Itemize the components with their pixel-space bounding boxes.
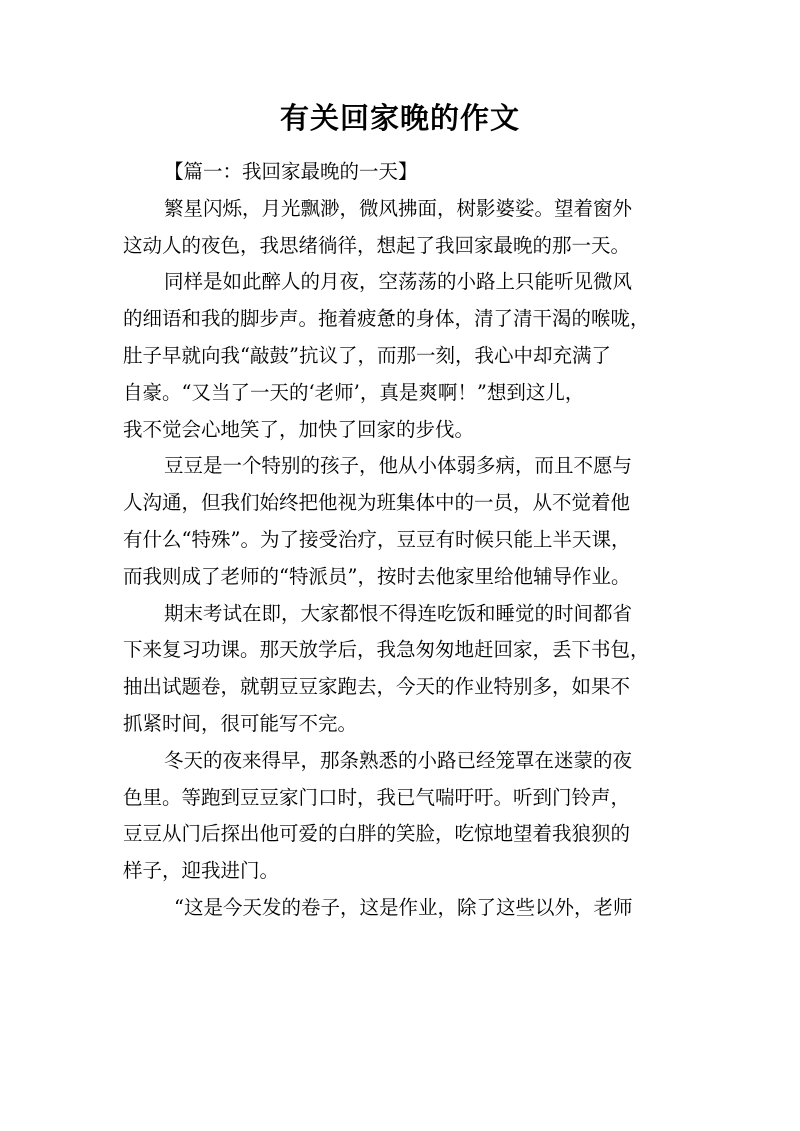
paragraph-line: 同样是如此醉人的月夜，空荡荡的小路上只能听见微风 xyxy=(164,270,633,294)
paragraph-line: 期末考试在即，大家都恨不得连吃饭和睡觉的时间都省 xyxy=(164,601,633,625)
paragraph-line: 下来复习功课。那天放学后，我急匆匆地赶回家，丢下书包， xyxy=(123,638,650,662)
document-title: 有关回家晚的作文 xyxy=(279,101,520,135)
paragraph-line: 色里。等跑到豆豆家门口时，我已气喘吁吁。听到门铃声， xyxy=(123,785,631,809)
paragraph-line: 有什么“特殊”。为了接受治疗，豆豆有时候只能上半天课， xyxy=(123,527,631,551)
paragraph-line: 豆豆从门后探出他可爱的白胖的笑脸，吃惊地望着我狼狈的 xyxy=(123,822,631,846)
paragraph-line: 样子，迎我进门。 xyxy=(123,859,280,883)
document-body xyxy=(123,154,683,927)
paragraph-line: 豆豆是一个特别的孩子，他从小体弱多病，而且不愿与 xyxy=(164,454,633,478)
paragraph-line: 这动人的夜色，我思绪徜徉，想起了我回家最晚的那一天。 xyxy=(123,233,631,257)
paragraph-line: 冬天的夜来得早，那条熟悉的小路已经笼罩在迷蒙的夜 xyxy=(164,748,633,772)
section-heading: 【篇一：我回家最晚的一天】 xyxy=(164,160,418,183)
paragraph-line: 人沟通，但我们始终把他视为班集体中的一员，从不觉着他 xyxy=(123,491,631,515)
paragraph-line: 我不觉会心地笑了，加快了回家的步伐。 xyxy=(123,417,475,441)
paragraph-line: 抽出试题卷，就朝豆豆家跑去，今天的作业特别多，如果不 xyxy=(123,675,631,699)
paragraph-line: 抓紧时间，很可能写不完。 xyxy=(123,711,358,735)
paragraph-line: 的细语和我的脚步声。拖着疲惫的身体，清了清干渴的喉咙， xyxy=(123,307,650,331)
paragraph-line: 自豪。“又当了一天的‘老师’，真是爽啊！”想到这儿， xyxy=(123,380,585,404)
paragraph-line: 繁星闪烁，月光飘渺，微风拂面，树影婆娑。望着窗外 xyxy=(164,196,633,220)
paragraph-line: 而我则成了老师的“特派员”，按时去他家里给他辅导作业。 xyxy=(123,564,631,588)
paragraph-line: 肚子早就向我“敲鼓”抗议了，而那一刻，我心中却充满了 xyxy=(123,343,611,367)
paragraph-line: “这是今天发的卷子，这是作业，除了这些以外，老师 xyxy=(174,895,633,919)
